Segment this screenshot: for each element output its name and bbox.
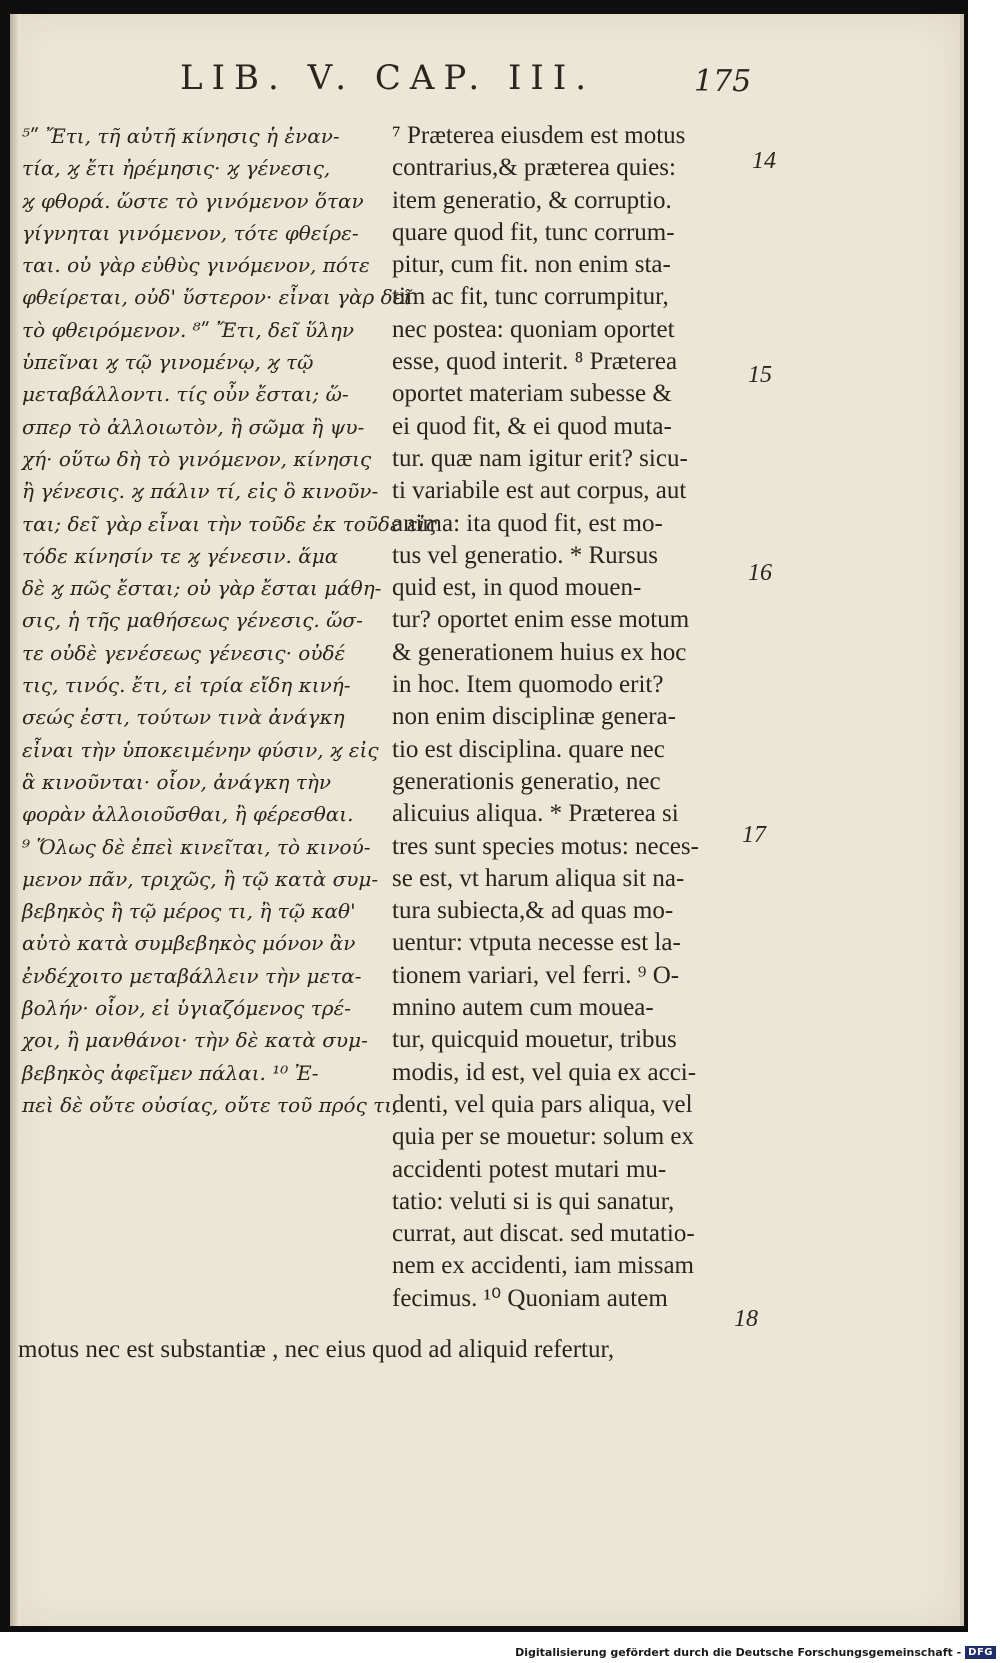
greek-text-line: φορὰν ἀλλοιοῦσθαι, ἢ φέρεσθαι. — [22, 802, 354, 827]
greek-text-line: πεὶ δὲ οὔτε οὐσίας, οὔτε τοῦ πρός τι, — [22, 1092, 399, 1117]
greek-text-line: βολήν· οἷον, εἰ ὑγιαζόμενος τρέ- — [22, 996, 352, 1021]
greek-text-line: ϗ φθορά. ὥστε τὸ γινόμενον ὅταν — [22, 188, 364, 213]
latin-text-line: quare quod fit, tunc corrum- — [392, 218, 675, 246]
greek-text-line: ὑπεῖναι ϗ τῷ γινομένῳ, ϗ τῷ — [22, 350, 314, 375]
greek-text-line: βεβηκὸς ἢ τῷ μέρος τι, ἢ τῷ καθ' — [22, 899, 356, 924]
greek-text-line: ⁵ʺ Ἔτι, τῆ αὐτῆ κίνησις ἡ ἐναν- — [22, 124, 340, 148]
greek-text-line: φθείρεται, οὐδ' ὕστερον· εἶναι γὰρ δεῖ — [22, 285, 412, 310]
latin-text-column — [392, 120, 737, 1315]
latin-text-line: esse, quod interit. ⁸ Præterea — [392, 348, 678, 376]
latin-text-line: modis, id est, vel quia ex acci- — [392, 1058, 697, 1086]
latin-text-line: generationis generatio, nec — [392, 767, 661, 795]
latin-text-line: item generatio, & corruptio. — [392, 186, 672, 214]
latin-text-line: in hoc. Item quomodo erit? — [392, 671, 664, 699]
latin-text-line: tur, quicquid mouetur, tribus — [392, 1026, 677, 1054]
page-number: 175 — [694, 64, 752, 99]
greek-text-line: τε οὐδὲ γενέσεως γένεσις· οὐδέ — [22, 640, 346, 665]
latin-text-line: ⁷ Præterea eiusdem est motus — [392, 122, 686, 149]
greek-text-line: ται; δεῖ γὰρ εἶναι τὴν τοῦδε ἐκ τοῦδε εἰς — [22, 511, 437, 536]
latin-text-line: contrarius,& præterea quies: — [392, 154, 676, 182]
greek-text-line: σπερ τὸ ἀλλοιωτὸν, ἢ σῶμα ἢ ψυ- — [22, 414, 365, 439]
latin-text-line: tres sunt species motus: neces- — [392, 832, 699, 860]
greek-text-line: σις, ἡ τῆς μαθήσεως γένεσις. ὥσ- — [22, 608, 363, 633]
latin-text-line: alicuius aliqua. * Præterea si — [392, 800, 679, 828]
greek-text-line: τις, τινός. ἔτι, εἰ τρία εἴδη κινή- — [22, 673, 351, 698]
latin-text-line: currat, aut discat. sed mutatio- — [392, 1220, 695, 1248]
latin-text-line: quia per se mouetur: solum ex — [392, 1123, 695, 1151]
greek-text-line: σεώς ἐστι, τούτων τινὰ ἀνάγκη — [22, 705, 345, 730]
greek-text-line: αὑτὸ κατὰ συμβεβηκὸς μόνον ἂν — [22, 931, 356, 956]
latin-text-line: uentur: vtputa necesse est la- — [392, 929, 681, 957]
dfg-logo: DFG — [965, 1646, 996, 1659]
greek-text-line: χή· οὕτω δὴ τὸ γινόμενον, κίνησις — [22, 446, 372, 471]
greek-text-line: τόδε κίνησίν τε ϗ γένεσιν. ἅμα — [22, 543, 339, 568]
margin-number: 14 — [752, 148, 776, 174]
latin-text-line: tus vel generatio. * Rursus — [392, 541, 658, 569]
greek-text-line: χοι, ἢ μανθάνοι· τὴν δὲ κατὰ συμ- — [22, 1028, 368, 1053]
margin-number: 16 — [748, 560, 772, 586]
latin-text-line: oportet materiam subesse & — [392, 380, 672, 408]
greek-text-line: μεταβάλλοντι. τίς οὖν ἔσται; ὥ- — [22, 382, 349, 407]
bottom-full-width-line: motus nec est substantiæ , nec eius quod ad aliquid refertur, — [18, 1336, 615, 1363]
footer-text: Digitalisierung gefördert durch die Deutsche Forschungsgemeinschaft - — [515, 1645, 962, 1659]
greek-text-line: βεβηκὸς ἀφεῖμεν πάλαι. ¹⁰ Ἐ- — [22, 1060, 319, 1085]
latin-text-line: accidenti potest mutari mu- — [392, 1155, 667, 1183]
greek-text-line: τὸ φθειρόμενον. ⁸ʺ Ἔτι, δεῖ ὕλην — [22, 317, 354, 342]
latin-text-line: non enim disciplinæ genera- — [392, 703, 676, 731]
latin-text-line: tur? oportet enim esse motum — [392, 606, 690, 634]
latin-text-line: nec postea: quoniam oportet — [392, 315, 675, 343]
margin-number: 17 — [742, 822, 766, 848]
latin-text-line: tatio: veluti si is qui sanatur, — [392, 1187, 675, 1215]
greek-text-line: εἶναι τὴν ὑποκειμένην φύσιν, ϗ εἰς — [22, 737, 379, 762]
latin-text-line: tim ac fit, tunc corrumpitur, — [392, 283, 669, 311]
latin-text-line: mnino autem cum moueа- — [392, 994, 654, 1022]
greek-text-line: δὲ ϗ πῶς ἔσται; οὐ γὰρ ἔσται μάθη- — [22, 576, 382, 601]
page-fold-shadow — [10, 14, 20, 1626]
greek-text-line: ⁹ Ὅλως δὲ ἐπεὶ κινεῖται, τὸ κινού- — [22, 834, 371, 859]
latin-text-line: anima: ita quod fit, est mo- — [392, 509, 663, 537]
greek-text-line: ἢ γένεσις. ϗ πάλιν τί, εἰς ὃ κινοῦν- — [22, 479, 379, 504]
greek-text-line: ἐνδέχοιτο μεταβάλλειν τὴν μετα- — [22, 963, 362, 988]
latin-text-line: tura subiecta,& ad quas mo- — [392, 897, 674, 925]
latin-text-line: ei quod fit, & ei quod muta- — [392, 412, 672, 440]
greek-text-line: ἃ κινοῦνται· οἷον, ἀνάγκη τὴν — [22, 769, 332, 794]
latin-text-line: pitur, cum fit. non enim sta- — [392, 251, 671, 279]
running-head: LIB. V. CAP. III. — [180, 58, 596, 98]
latin-text-line: tur. quæ nam igitur erit? sicu- — [392, 444, 688, 472]
greek-text-line: ται. οὐ γὰρ εὐθὺς γινόμενον, πότε — [22, 253, 370, 278]
latin-text-line: denti, vel quia pars aliqua, vel — [392, 1090, 693, 1118]
latin-text-line: fecimus. ¹⁰ Quoniam autem — [392, 1284, 668, 1312]
margin-number: 18 — [734, 1306, 758, 1332]
digitization-footer — [515, 1641, 996, 1663]
latin-text-line: ti variabile est aut corpus, aut — [392, 477, 687, 505]
latin-text-line: & generationem huius ex hoc — [392, 638, 687, 666]
greek-text-line: μενον πᾶν, τριχῶς, ἢ τῷ κατὰ συμ- — [22, 866, 379, 891]
latin-text-line: tionem variari, vel ferri. ⁹ O- — [392, 961, 680, 989]
latin-text-line: nem ex accidenti, iam missam — [392, 1252, 694, 1280]
latin-text-line: se est, vt harum aliqua sit na- — [392, 864, 685, 892]
greek-text-column — [22, 120, 437, 1121]
greek-text-line: γίγνηται γινόμενον, τότε φθείρε- — [22, 220, 359, 245]
latin-text-line: quid est, in quod mouen- — [392, 574, 642, 602]
greek-text-line: τία, ϗ ἔτι ἠρέμησις· ϗ γένεσις, — [22, 156, 331, 181]
margin-number: 15 — [748, 362, 772, 388]
latin-text-line: tio est disciplina. quare nec — [392, 735, 665, 763]
